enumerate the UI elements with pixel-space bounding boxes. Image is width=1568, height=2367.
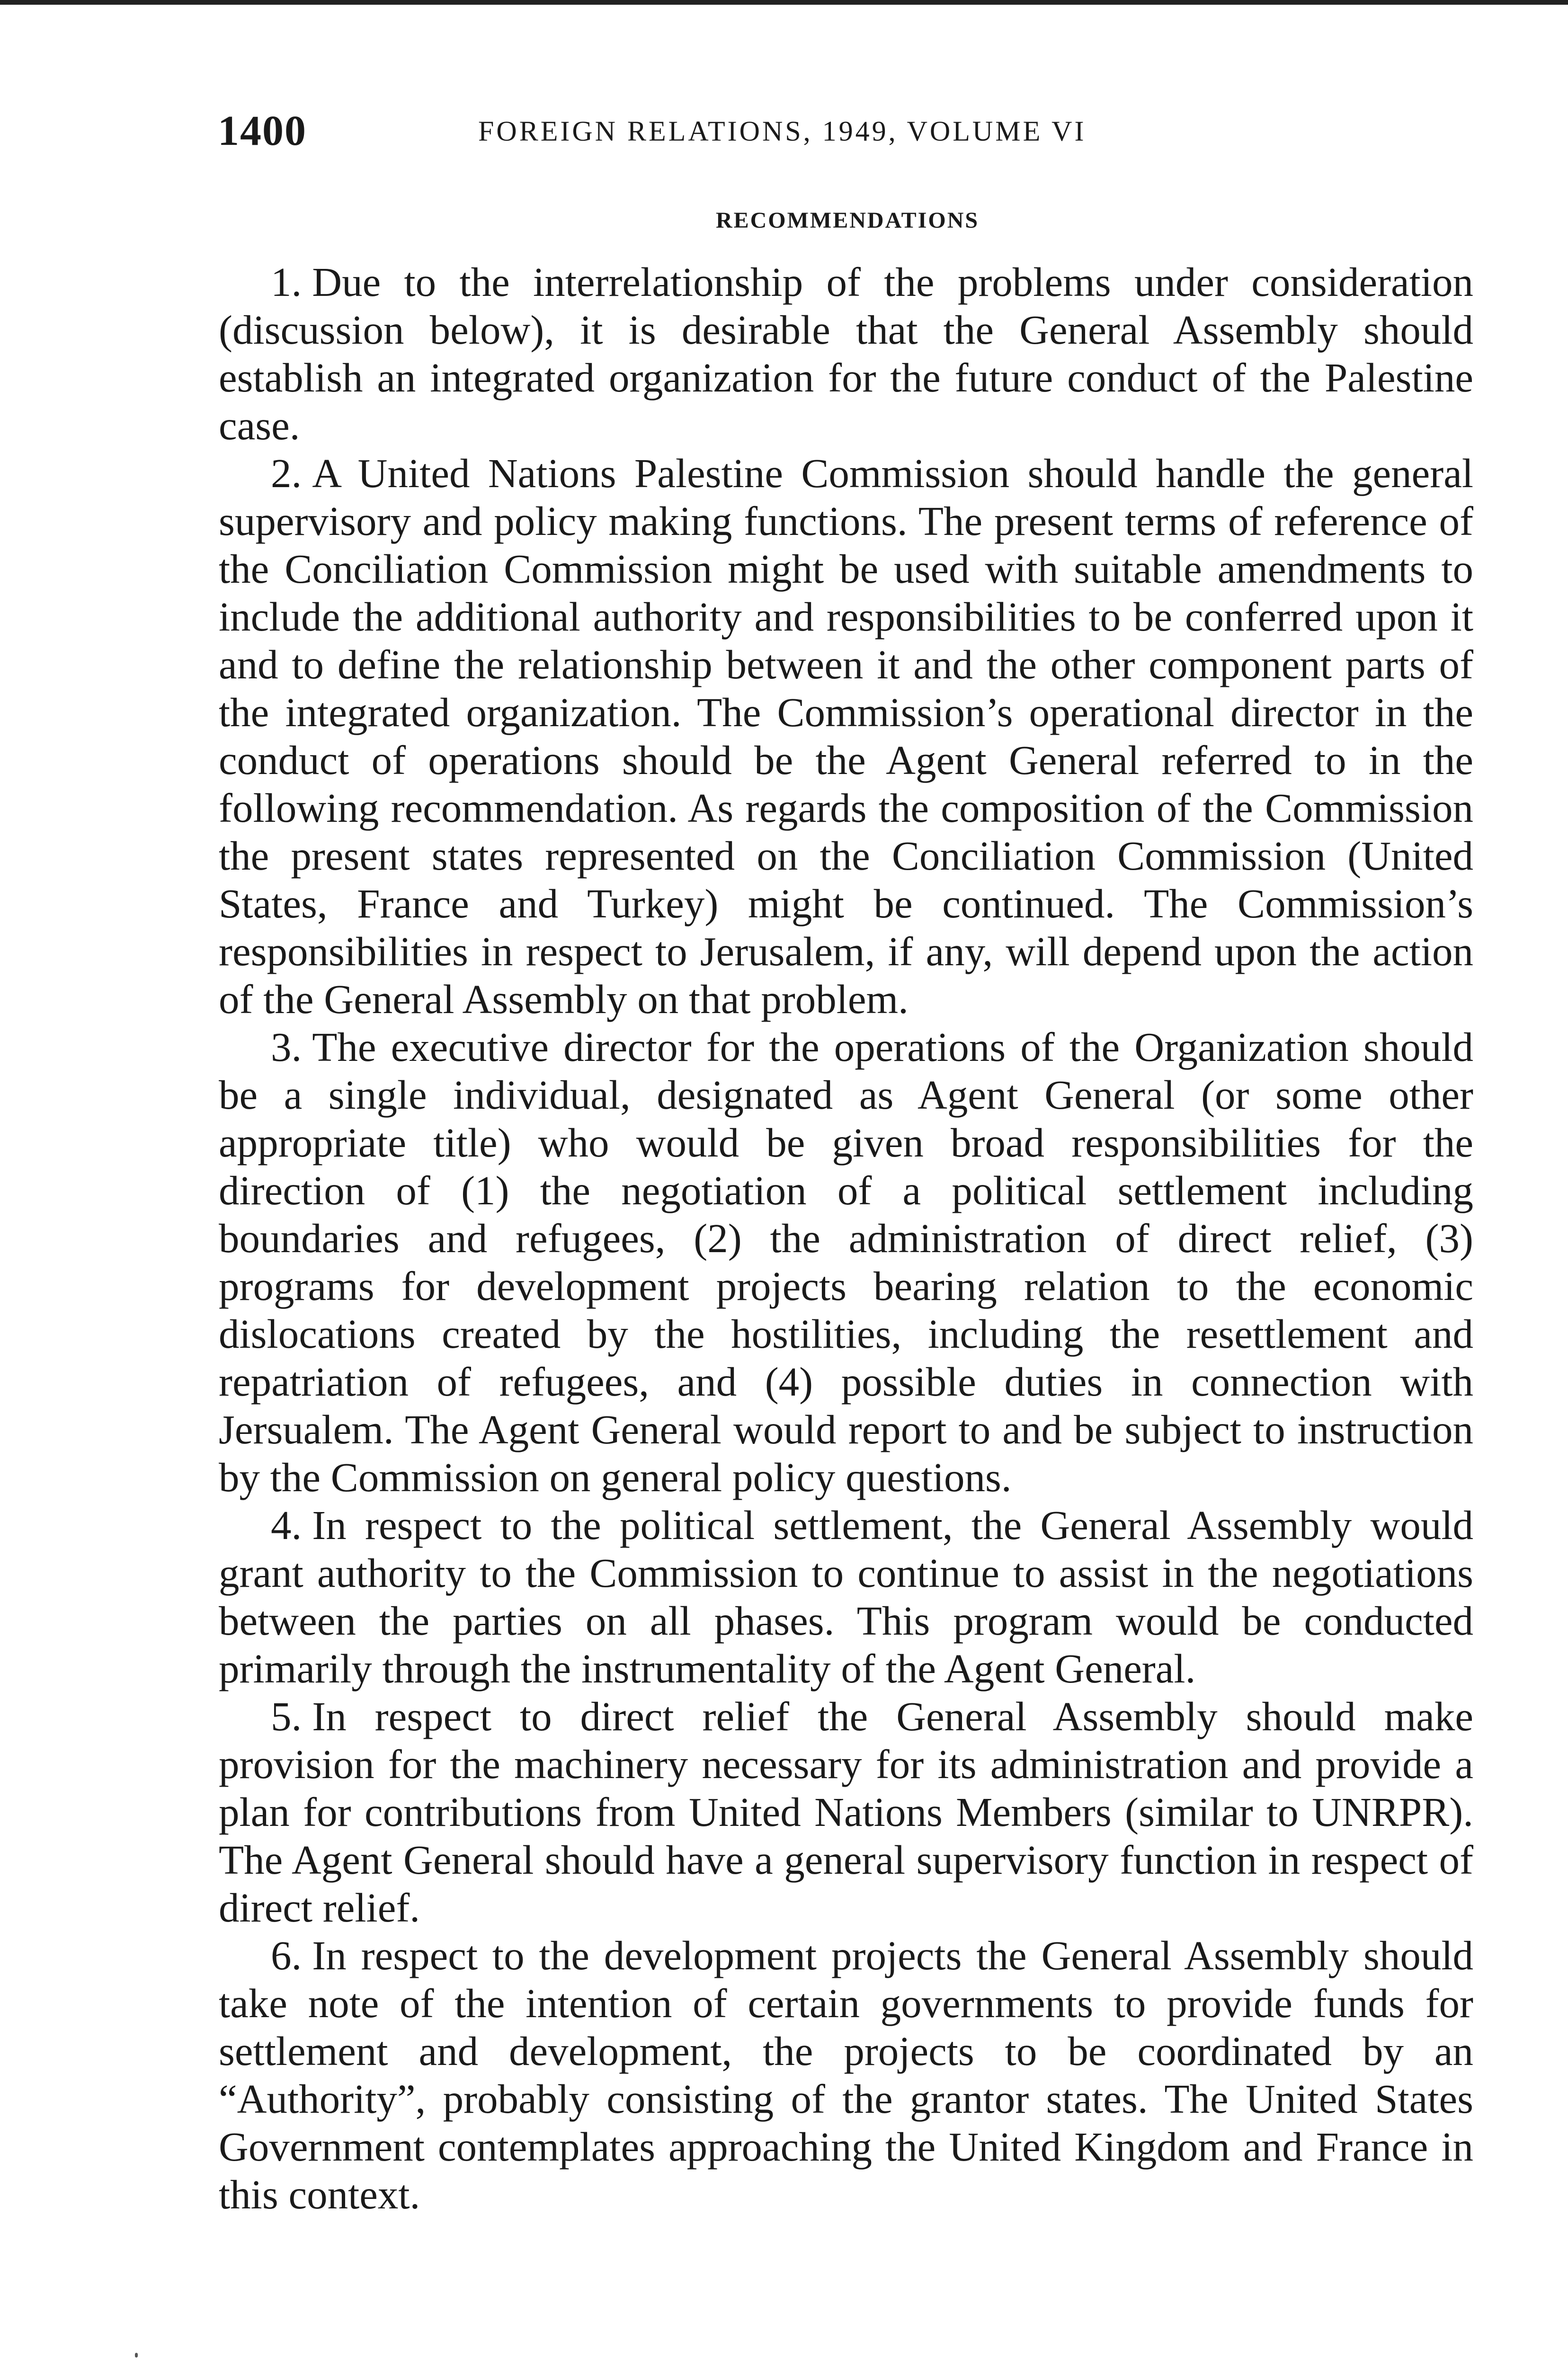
running-head	[218, 107, 1477, 163]
paragraph-number: 2.	[271, 450, 302, 496]
paragraph-5	[219, 1692, 1473, 1931]
section-heading: RECOMMENDATIONS	[715, 208, 980, 233]
paragraph-6	[219, 1931, 1473, 2218]
paragraph-text: A United Nations Palestine Commission should handle the general supervisory and policy making functions. The present terms of reference of the Conciliation Commission might be used with suitable amendments to include the additional authority and responsibilities to be conferred upon it and to define the relationship between it and the other component parts of the integrated organization. The Commission’s operational director in the conduct of operations should be the Agent General referred to in the following recommendation. As regards the composition of the Commission the present states represented on the Conciliation Commission (United States, France and Turkey) might be continued. The Commission’s responsibilities in respect to Jerusalem, if any, will depend upon the action of the General Assembly on that problem.	[219, 450, 1473, 1022]
paragraph-text: The executive director for the operations of the Organization should be a single individual, designated as Agent General (or some other appropriate title) who would be given broad responsibilities for the direction of (1) the negotiation of a political settlement including boundaries and refugees, (2) the administration of direct relief, (3) programs for development projects bearing relation to the economic dislocations created by the hostilities, including the resettlement and repatriation of refugees, and (4) possible duties in connection with Jersualem. The Agent General would report to and be subject to instruction by the Commission on general policy questions.	[219, 1024, 1473, 1500]
paragraph-4	[219, 1501, 1473, 1692]
page-top-edge	[0, 0, 1568, 5]
paragraph-number: 5.	[271, 1693, 302, 1739]
paragraph-2	[219, 449, 1473, 1023]
scan-speck	[135, 2353, 138, 2358]
paragraph-1	[219, 258, 1473, 449]
paragraph-number: 1.	[271, 259, 302, 305]
paragraph-text: In respect to the development projects the General Assembly should take note of the intention of certain governments to provide funds for settlement and development, the projects to be coordinated by an “Authority”, probably consisting of the grantor states. The United States Government contemplates approaching the United Kingdom and France in this context.	[219, 1932, 1473, 2217]
running-title: FOREIGN RELATIONS, 1949, VOLUME VI	[478, 116, 1087, 147]
paragraph-3	[219, 1023, 1473, 1501]
page-number: 1400	[218, 107, 307, 154]
paragraph-number: 4.	[271, 1502, 302, 1548]
paragraph-text: In respect to the political settlement, the General Assembly would grant authority to the Commission to continue to assist in the negotiations between the parties on all phases. This program would be conducted primarily through the instrumentality of the Agent General.	[219, 1502, 1473, 1691]
paragraph-text: Due to the interrelationship of the problems under consideration (discussion below), it is desirable that the General Assembly should establish an integrated organization for the future conduct of the Palestine case.	[219, 259, 1473, 448]
paragraph-number: 3.	[271, 1024, 302, 1070]
paragraph-text: In respect to direct relief the General Assembly should make provision for the machinery necessary for its administration and provide a plan for contributions from United Nations Members (similar to UNRPR). The Agent General should have a general supervisory function in respect of direct relief.	[219, 1693, 1473, 1931]
paragraph-number: 6.	[271, 1932, 302, 1978]
document-body	[219, 258, 1473, 2218]
